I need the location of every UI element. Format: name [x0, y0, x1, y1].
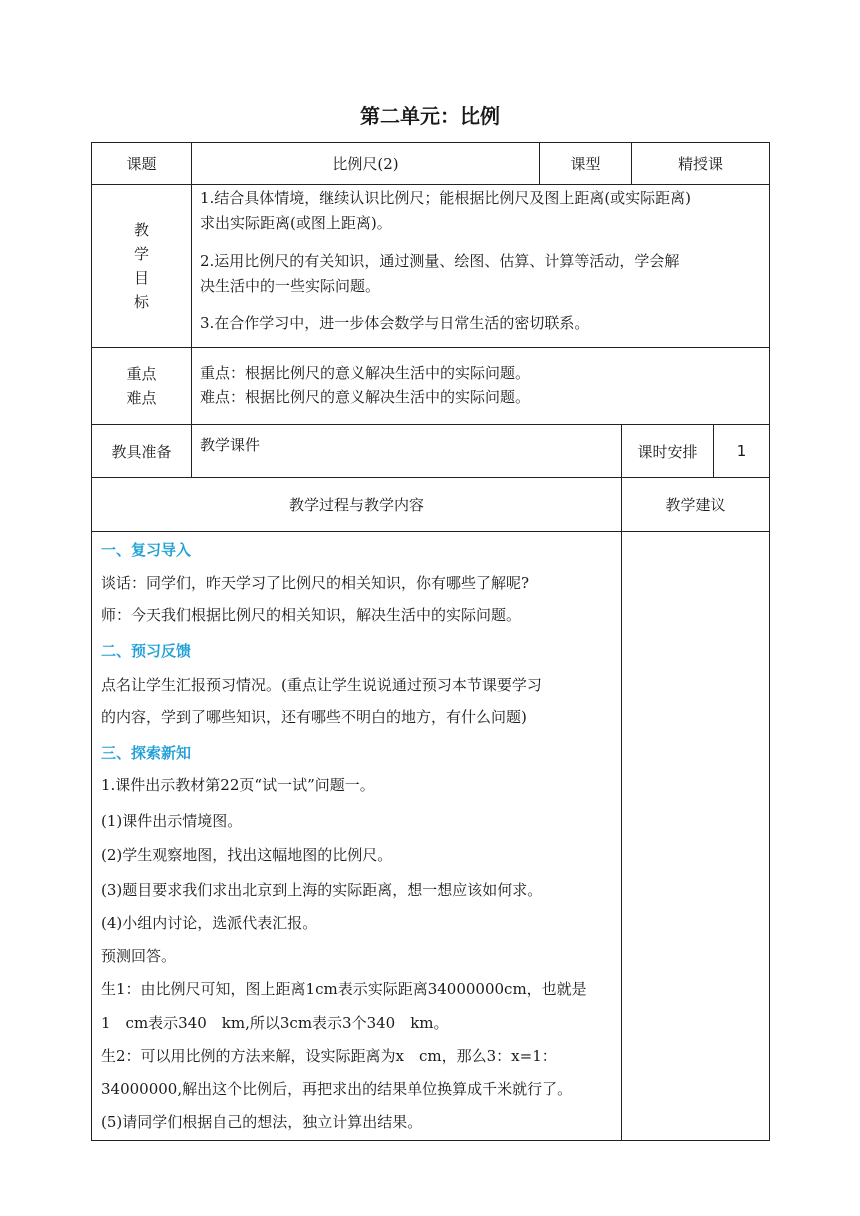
type-value-cell: [631, 142, 770, 185]
section-3-paragraph-5: (4)小组内讨论，选派代表汇报。: [101, 914, 318, 932]
section-3-paragraph-2: (1)课件出示情境图。: [101, 812, 243, 830]
process-header-cell: [91, 477, 622, 532]
goal-2-line-1: 2.运用比例尺的有关知识，通过测量、绘图、估算、计算等活动，学会解: [200, 252, 680, 270]
section-3-paragraph-8a: 生2：可以用比例的方法来解，设实际距离为x cm，那么3：x=1：: [101, 1047, 557, 1065]
section-3-paragraph-3: (2)学生观察地图，找出这幅地图的比例尺。: [101, 846, 393, 864]
advice-header: 教学建议: [665, 496, 726, 514]
section-1-paragraph-1: 谈话：同学们，昨天学习了比例尺的相关知识，你有哪些了解呢?: [101, 574, 530, 592]
goals-label: 教 学 目 标: [133, 221, 149, 311]
type-label-cell: [539, 142, 632, 185]
section-3-heading: 三、探索新知: [101, 744, 192, 762]
advice-content-cell: [621, 531, 770, 1141]
section-3-paragraph-9: (5)请同学们根据自己的想法，独立计算出结果。: [101, 1113, 423, 1131]
hours-value: 1: [736, 442, 747, 460]
section-2-paragraph-1a: 点名让学生汇报预习情况。(重点让学生说说通过预习本节课要学习: [101, 676, 542, 694]
goal-3-line-1: 3.在合作学习中，进一步体会数学与日常生活的密切联系。: [200, 314, 590, 332]
topic-label: 课题: [126, 155, 157, 173]
hours-value-cell: [713, 424, 770, 478]
goal-1-line-2: 求出实际距离(或图上距离)。: [200, 214, 392, 232]
advice-header-cell: [621, 477, 770, 532]
tools-value: 教学课件: [200, 436, 261, 454]
process-header: 教学过程与教学内容: [288, 496, 424, 514]
section-3-paragraph-1: 1.课件出示教材第22页“试一试”问题一。: [101, 776, 375, 794]
key-label: 重点: [126, 365, 157, 383]
tools-label: 教具准备: [111, 442, 172, 461]
tools-label-cell: [91, 424, 192, 478]
key-content-cell: [191, 347, 770, 425]
topic-value: 比例尺(2): [332, 155, 399, 173]
goals-label-cell: [91, 184, 192, 348]
goals-content-cell: [191, 184, 770, 348]
key-point: 重点：根据比例尺的意义解决生活中的实际问题。: [200, 364, 531, 382]
type-label: 课型: [570, 155, 601, 173]
difficult-point: 难点：根据比例尺的意义解决生活中的实际问题。: [200, 388, 531, 406]
section-3-paragraph-7b: 1 cm表示340 km,所以3cm表示3个340 km。: [101, 1014, 449, 1032]
type-value: 精授课: [677, 155, 723, 173]
tools-value-cell: [191, 424, 622, 478]
key-label-cell: [91, 347, 192, 425]
topic-value-cell: [191, 142, 540, 185]
section-3-paragraph-8b: 34000000,解出这个比例后，再把求出的结果单位换算成千米就行了。: [101, 1080, 573, 1098]
section-1-paragraph-2: 师：今天我们根据比例尺的相关知识，解决生活中的实际问题。: [101, 606, 522, 624]
goal-2-line-2: 决生活中的一些实际问题。: [200, 277, 381, 295]
goal-1-line-1: 1.结合具体情境，继续认识比例尺；能根据比例尺及图上距离(或实际距离): [200, 189, 692, 207]
section-2-paragraph-1b: 的内容，学到了哪些知识，还有哪些不明白的地方，有什么问题): [101, 708, 527, 726]
section-1-heading: 一、复习导入: [101, 541, 192, 559]
section-3-paragraph-4: (3)题目要求我们求出北京到上海的实际距离，想一想应该如何求。: [101, 881, 543, 899]
page-title: 第二单元：比例: [360, 104, 500, 128]
difficult-label: 难点: [126, 389, 157, 407]
hours-label-cell: [621, 424, 714, 478]
section-2-heading: 二、预习反馈: [101, 642, 192, 660]
section-3-paragraph-6: 预测回答。: [101, 947, 177, 965]
process-content-cell: [91, 531, 622, 1141]
hours-label: 课时安排: [637, 442, 698, 461]
topic-label-cell: [91, 142, 192, 185]
section-3-paragraph-7a: 生1：由比例尺可知，图上距离1cm表示实际距离34000000cm，也就是: [101, 980, 587, 998]
